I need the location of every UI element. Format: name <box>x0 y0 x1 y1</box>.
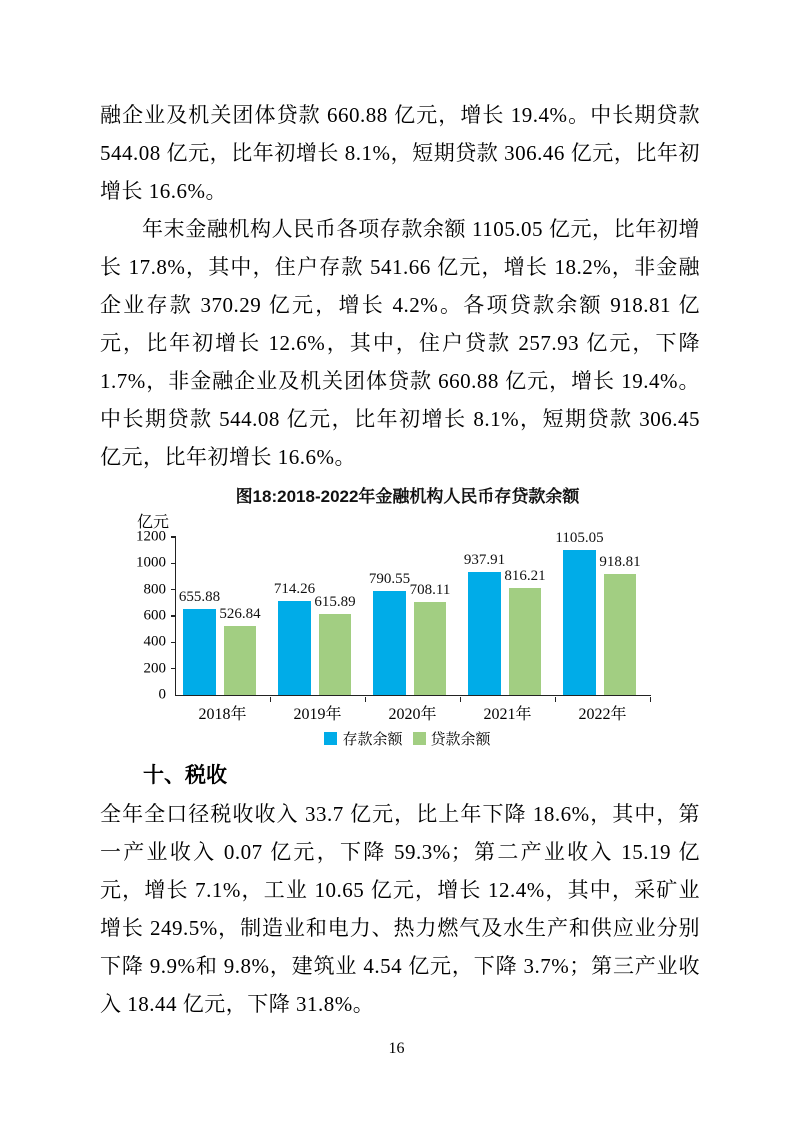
legend-label: 存款余额 <box>342 732 403 748</box>
y-tick-label: 0 <box>158 686 166 703</box>
bar-存款余额-2018年 <box>183 609 216 695</box>
y-tick-label: 1000 <box>136 554 166 571</box>
legend-item-贷款余额 <box>413 728 491 749</box>
page-number: 16 <box>388 1040 405 1057</box>
bar-group-2020年 <box>366 537 461 695</box>
bar-group-2019年 <box>271 537 366 695</box>
bar-存款余额-2021年 <box>468 572 501 695</box>
bar-value-label: 655.88 <box>178 588 221 605</box>
y-tick-label: 400 <box>143 633 166 650</box>
bar-贷款余额-2018年 <box>224 626 256 695</box>
bar-存款余额-2019年 <box>278 601 311 695</box>
y-tick-label: 1200 <box>136 528 166 545</box>
paragraph-loans: 融企业及机关团体贷款 660.88 亿元，增长 19.4%。中长期贷款 544.08 亿元，比年初增长 8.1%，短期贷款 306.46 亿元，比年初增长 16.6%。 <box>100 103 700 203</box>
chart-legend <box>135 728 680 749</box>
bar-value-label: 1105.05 <box>555 529 604 546</box>
legend-swatch-icon <box>324 732 337 745</box>
paragraphs-top <box>100 96 700 476</box>
bar-value-label: 714.26 <box>273 580 316 597</box>
legend-item-存款余额 <box>324 728 402 749</box>
bar-value-label: 790.55 <box>368 570 411 587</box>
bar-贷款余额-2021年 <box>509 588 541 695</box>
x-axis-label-2022年: 2022年 <box>578 706 627 723</box>
paragraph-deposits: 年末金融机构人民币各项存款余额 1105.05 亿元，比年初增长 17.8%，其中，住户存款 541.66 亿元，增长 18.2%，非金融企业存款 370.29 亿元，增长 4.2%。各项贷款余额 918.81 亿元，比年初增长 12.6%，其中，住户贷款 257.93 亿元，下降 1.7%，非金融企业及机关团体贷款 660.88 亿元，增长 19.4%。中长期贷款 544.08 亿元，比年初增长 8.1%，短期贷款 306.45 亿元，比年初增长 16.6%。 <box>100 217 700 469</box>
figure-18-chart <box>135 482 680 757</box>
x-axis-labels <box>175 701 650 724</box>
bar-group-2018年 <box>176 537 271 695</box>
x-axis-label-2019年: 2019年 <box>293 706 342 723</box>
y-tick-label: 200 <box>143 660 166 677</box>
plot-area <box>136 528 651 703</box>
bar-value-label: 816.21 <box>504 567 546 584</box>
chart-title: 图18:2018-2022年金融机构人民币存贷款余额 <box>235 487 580 506</box>
x-axis-label-2020年: 2020年 <box>388 706 437 723</box>
paragraphs-bottom <box>100 795 700 1023</box>
bar-group-2022年 <box>555 529 651 695</box>
bar-贷款余额-2022年 <box>604 574 636 695</box>
bar-value-label: 615.89 <box>314 593 356 610</box>
y-tick-label: 800 <box>143 581 166 598</box>
legend-swatch-icon <box>413 732 426 745</box>
y-axis-unit-label: 亿元 <box>137 514 170 531</box>
bar-value-label: 937.91 <box>463 551 506 568</box>
bar-group-2021年 <box>461 537 556 695</box>
bar-贷款余额-2020年 <box>414 602 446 695</box>
bar-value-label: 526.84 <box>219 605 261 622</box>
y-tick-label: 600 <box>143 607 166 624</box>
x-axis-label-2021年: 2021年 <box>483 706 532 723</box>
x-axis-label-2018年: 2018年 <box>198 706 247 723</box>
paragraph-tax: 全年全口径税收收入 33.7 亿元，比上年下降 18.6%，其中，第一产业收入 0.07 亿元，下降 59.3%；第二产业收入 15.19 亿元，增长 7.1%，工业 10.65 亿元，增长 12.4%，其中，采矿业增长 249.5%，制造业和电力、热力燃气及水生产和供应业分别下降 9.9%和 9.8%，建筑业 4.54 亿元，下降 3.7%；第三产业收入 18.44 亿元，下降 31.8%。 <box>100 802 700 1016</box>
section-heading-tax: 十、税收 <box>143 764 227 787</box>
bar-贷款余额-2019年 <box>319 614 351 695</box>
bar-存款余额-2022年 <box>563 550 596 695</box>
legend-label: 贷款余额 <box>430 732 491 748</box>
bar-value-label: 918.81 <box>599 554 641 571</box>
bar-存款余额-2020年 <box>373 591 406 695</box>
bar-value-label: 708.11 <box>409 581 451 598</box>
